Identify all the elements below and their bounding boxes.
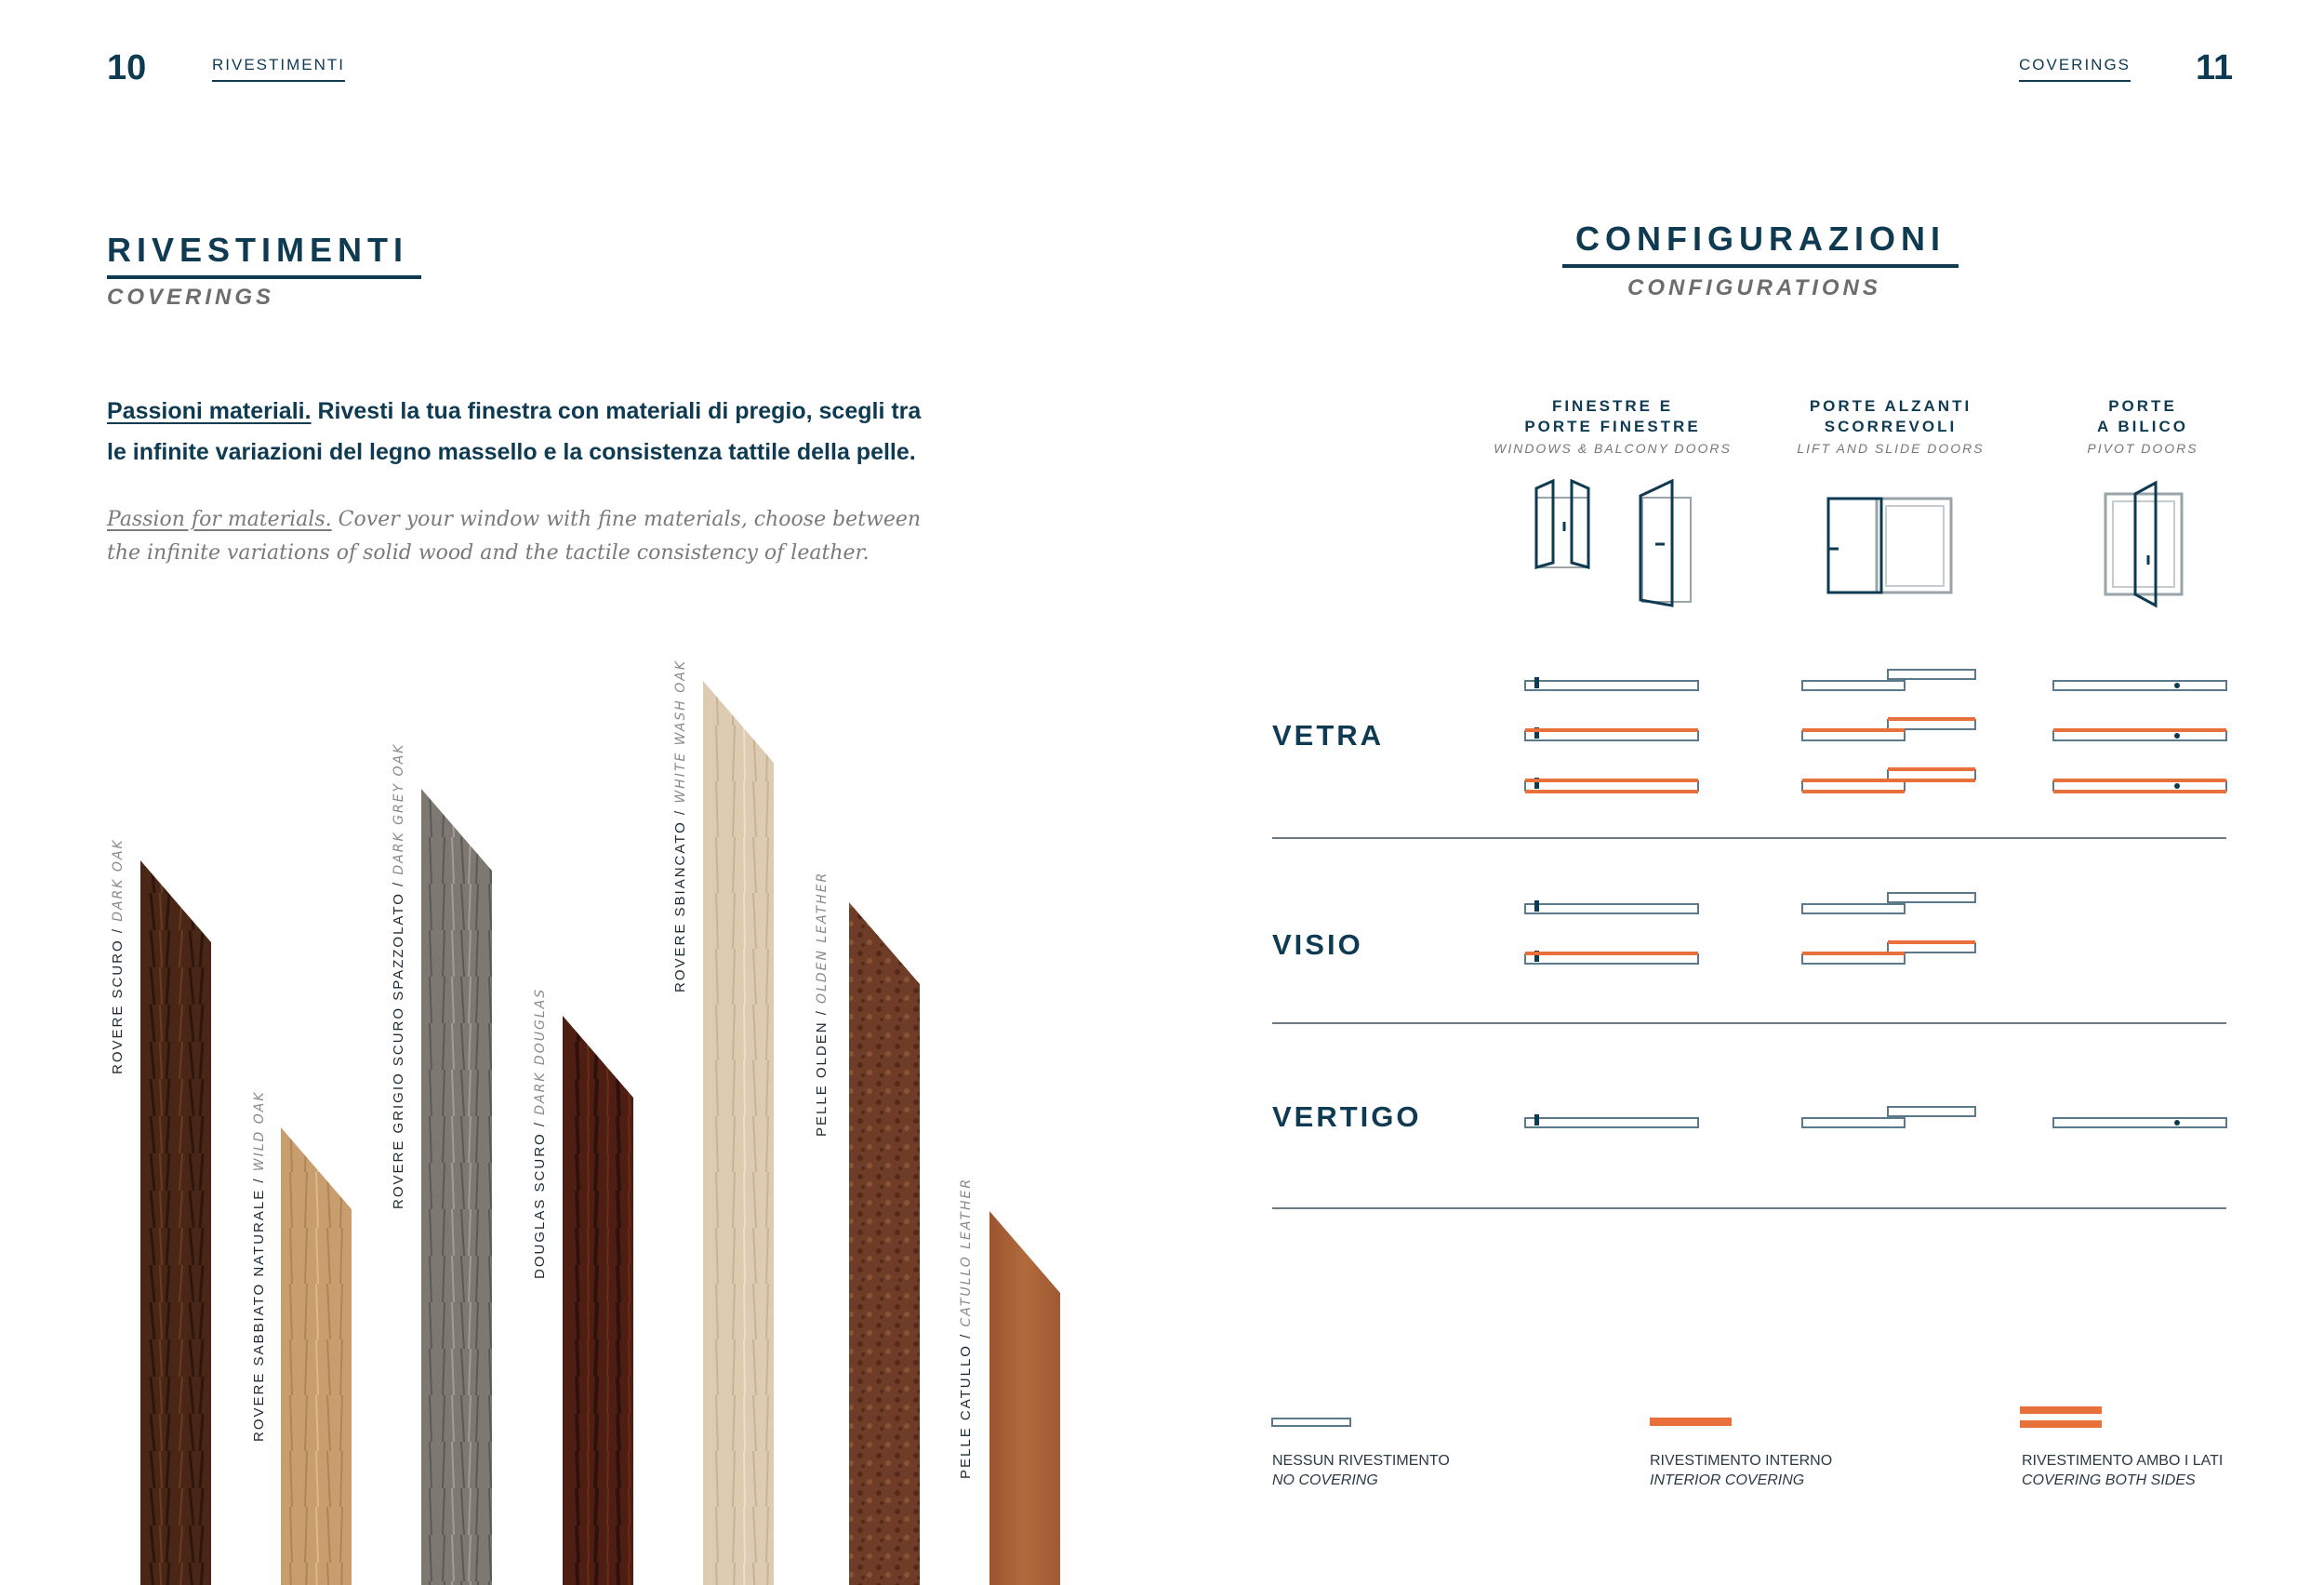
profile-part — [1888, 720, 1975, 729]
lead-italian-text: Rivesti la tua finestra con materiali di pregio, scegli tra le infinite variazioni del legno massello e la consistenza tattile della pelle. — [107, 398, 922, 465]
profile-none — [1802, 1107, 1975, 1127]
profile-part — [1534, 900, 1539, 912]
sample-label: ROVERE SCURO / DARK OAK — [110, 838, 126, 1074]
interior-covering-layer — [1802, 728, 1905, 732]
interior-covering-layer — [1802, 952, 1905, 955]
lead-english-highlight: Passion for materials. — [107, 508, 332, 531]
sample-label: ROVERE GRIGIO SCURO SPAZZOLATO / DARK GREY OAK — [391, 742, 406, 1209]
profile-part — [1525, 904, 1698, 913]
row-name-vertigo: VERTIGO — [1272, 1100, 1422, 1133]
row-name-visio: VISIO — [1272, 928, 1363, 961]
coverings-title: RIVESTIMENTI — [107, 231, 421, 279]
profile-part — [1888, 943, 1975, 952]
profile-part — [1802, 904, 1905, 913]
profile-interior — [1525, 727, 1698, 740]
interior-covering-layer — [1525, 952, 1698, 955]
profile-part — [2053, 731, 2226, 740]
profile-part — [1888, 670, 1975, 679]
profile-both — [1525, 778, 1698, 793]
legend-no-covering-icon — [1270, 1414, 1354, 1432]
profile-interior — [1525, 951, 1698, 964]
coverings-subtitle: COVERINGS — [107, 285, 275, 310]
profile-part — [1802, 731, 1905, 740]
profile-none — [1525, 677, 1698, 690]
profile-none — [1802, 893, 1975, 913]
left-running-head: RIVESTIMENTI — [212, 56, 345, 82]
profile-both — [2053, 779, 2226, 793]
profile-part — [2053, 1118, 2226, 1127]
sample-label: ROVERE SBIANCATO / WHITE WASH OAK — [672, 659, 688, 992]
profile-none — [1525, 1114, 1698, 1127]
column-header-pivot: PORTE A BILICO PIVOT DOORS — [2087, 397, 2198, 456]
profile-part — [2174, 783, 2180, 789]
profile-part — [1888, 770, 1975, 779]
profile-none — [1802, 670, 1975, 690]
sample-label: PELLE CATULLO / CATULLO LEATHER — [958, 1177, 974, 1479]
exterior-covering-layer — [2053, 790, 2226, 793]
profile-part — [2174, 733, 2180, 739]
exterior-covering-layer — [1888, 779, 1975, 782]
profile-part — [1525, 681, 1698, 690]
interior-covering-layer — [1888, 717, 1975, 721]
legend-both-sides-icon — [2020, 1403, 2104, 1431]
profile-none — [2053, 1118, 2226, 1127]
legend-interior-covering-icon — [1650, 1414, 1733, 1432]
interior-covering-layer — [1888, 940, 1975, 944]
profile-part — [1534, 677, 1539, 688]
configurations-title: CONFIGURAZIONI — [1562, 220, 1959, 268]
profile-part — [2053, 781, 2226, 791]
exterior-covering-layer — [1525, 790, 1698, 793]
profile-part — [1534, 1114, 1539, 1125]
configurations-subtitle: CONFIGURATIONS — [1627, 275, 1881, 300]
profile-part — [1802, 681, 1905, 690]
legend-no-covering: NESSUN RIVESTIMENTO NO COVERING — [1272, 1453, 1450, 1488]
profile-part — [2174, 1120, 2180, 1125]
profile-part — [1525, 954, 1698, 964]
interior-covering-layer — [2053, 779, 2226, 782]
interior-covering-layer — [1525, 779, 1698, 782]
profile-part — [1525, 1118, 1698, 1127]
profile-part — [1888, 893, 1975, 902]
profile-interior — [1802, 717, 1975, 740]
column-header-lift-slide: PORTE ALZANTI SCORREVOLI LIFT AND SLIDE DOORS — [1797, 397, 1985, 456]
profile-none — [2053, 681, 2226, 690]
profile-interior — [1802, 940, 1975, 964]
lead-english-text: Cover your window with fine materials, choose between the infinite variations of solid wood and the tactile consistency of leather. — [107, 508, 922, 565]
sample-label: PELLE OLDEN / OLDEN LEATHER — [814, 871, 830, 1137]
right-page-number: 11 — [2196, 48, 2234, 87]
sample-label: ROVERE SABBIATO NATURALE / WILD OAK — [251, 1090, 267, 1442]
profile-none — [1525, 900, 1698, 913]
exterior-covering-layer — [1802, 790, 1905, 793]
legend-interior-covering: RIVESTIMENTO INTERNO INTERIOR COVERING — [1650, 1453, 1833, 1488]
profile-part — [2174, 683, 2180, 688]
column-header-windows: FINESTRE E PORTE FINESTRE WINDOWS & BALCONY DOORS — [1494, 397, 1732, 456]
lead-italian-highlight: Passioni materiali. — [107, 398, 312, 424]
profile-part — [1802, 781, 1905, 791]
interior-covering-layer — [1525, 728, 1698, 732]
profile-part — [1888, 1107, 1975, 1116]
profile-part — [1525, 781, 1698, 791]
legend-both-sides: RIVESTIMENTO AMBO I LATI COVERING BOTH SIDES — [2022, 1453, 2224, 1488]
right-running-head: COVERINGS — [2019, 56, 2131, 82]
profile-part — [1525, 731, 1698, 740]
profile-interior — [2053, 728, 2226, 740]
profile-both — [1802, 767, 1975, 793]
interior-covering-layer — [2053, 728, 2226, 732]
profile-part — [2053, 681, 2226, 690]
interior-covering-layer — [1888, 767, 1975, 771]
row-name-vetra: VETRA — [1272, 719, 1385, 752]
profile-part — [1802, 1118, 1905, 1127]
left-page-number: 10 — [107, 48, 147, 87]
profile-part — [1802, 954, 1905, 964]
sample-label: DOUGLAS SCURO / DARK DOUGLAS — [532, 987, 548, 1279]
